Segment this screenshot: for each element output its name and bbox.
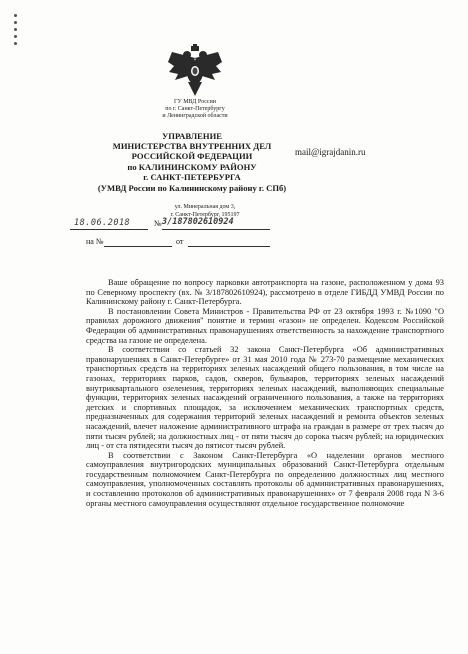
organization-name [52, 131, 332, 193]
body-paragraph: В постановлении Совета Министров - Правительства РФ от 23 октября 1993 г. №1090 "О правилах дорожного движения" понятие и термин «газон» не определен. Кодексом Российской Федерации об административных правонарушениях ответственность за нахождение транспортного средства на газоне не определена. [86, 306, 444, 345]
recipient-email: mail@igrajdanin.ru [295, 147, 366, 157]
address-line: ул. Минеральная дом 3, [174, 204, 236, 210]
address-line: г. Санкт-Петербург, 195197 [170, 211, 240, 218]
org-line: г. САНКТ-ПЕТЕРБУРГА [143, 171, 241, 182]
body-paragraph: В соответствии с Законом Санкт-Петербурга «О наделении органов местного самоуправления внутригородских муниципальных образований Санкт-Петербурга отдельным государственным полномочием Санкт-Петербурга по определению должностных лиц местного самоуправления, уполномоченных составлять протоколы об административных правонарушениях, и составлению протоколов об административных правонарушениях» от 7 февраля 2008 года N 3-6 органы местного самоуправления осуществляют отдельное государственное полномочие [86, 450, 444, 508]
subheading-line: и Ленинградской области [162, 113, 228, 119]
outgoing-number: 3/187802610924 [162, 217, 234, 227]
body-paragraph: В соответствии со статьей 32 закона Санкт-Петербурга «Об административных правонарушениях в Санкт-Петербурге» от 31 мая 2010 года № 273-70 размещение механических транспортных средств на территориях зеленых насаждений общего пользования, в том числе на газонах, территориях парков, садов, скверов, бульваров, территориях зеленых насаждений внутриквартального озеленения, территориях зеленых насаждений, выполняющих специальные функции, территориях зеленых насаждений ограниченного пользования, а также на территориях детских и спортивных площадок, за исключением механических транспортных средств, предназначенных для содержания территорий зеленых насаждений и ремонта объектов зеленых насаждений, влечет наложение административного штрафа на граждан в размере от трех тысяч до пяти тысяч рублей; на должностных лиц - от пяти тысяч до сорока тысяч рублей; на юридических лиц - от ста пятидесяти тысяч до пятисот тысяч рублей. [86, 345, 444, 451]
from-underline [188, 246, 270, 247]
binder-holes [14, 14, 20, 54]
mvd-emblem-icon [166, 44, 224, 100]
date-underline [70, 229, 148, 230]
letter-body [86, 278, 444, 508]
subheading-line: по г. Санкт-Петербургу [165, 106, 225, 112]
org-line: МИНИСТЕРСТВА ВНУТРЕННИХ ДЕЛ [112, 141, 272, 152]
ministry-subheading [120, 99, 270, 120]
on-number-underline [104, 246, 172, 247]
org-line: УПРАВЛЕНИЕ [162, 131, 222, 141]
number-underline [162, 229, 270, 230]
org-line: по КАЛИНИНСКОМУ РАЙОНУ [127, 161, 257, 172]
org-line: РОССИЙСКОЙ ФЕДЕРАЦИИ [131, 151, 253, 162]
from-label: от [176, 237, 184, 246]
subheading-line: ГУ МВД России [173, 99, 216, 105]
on-number-label: на № [86, 237, 104, 246]
org-short-name: (УМВД России по Калининскому району г. СПб) [97, 183, 287, 194]
outgoing-date: 18.06.2018 [74, 218, 131, 228]
number-prefix: № [154, 219, 162, 228]
body-paragraph: Ваше обращение по вопросу парковки автотранспорта на газоне, расположенном у дома 93 по Северному проспекту (вх. № 3/187802610924), рассмотрено в отделе ГИБДД УМВД России по Калининскому району г. Санкт-Петербурга. [86, 278, 444, 307]
